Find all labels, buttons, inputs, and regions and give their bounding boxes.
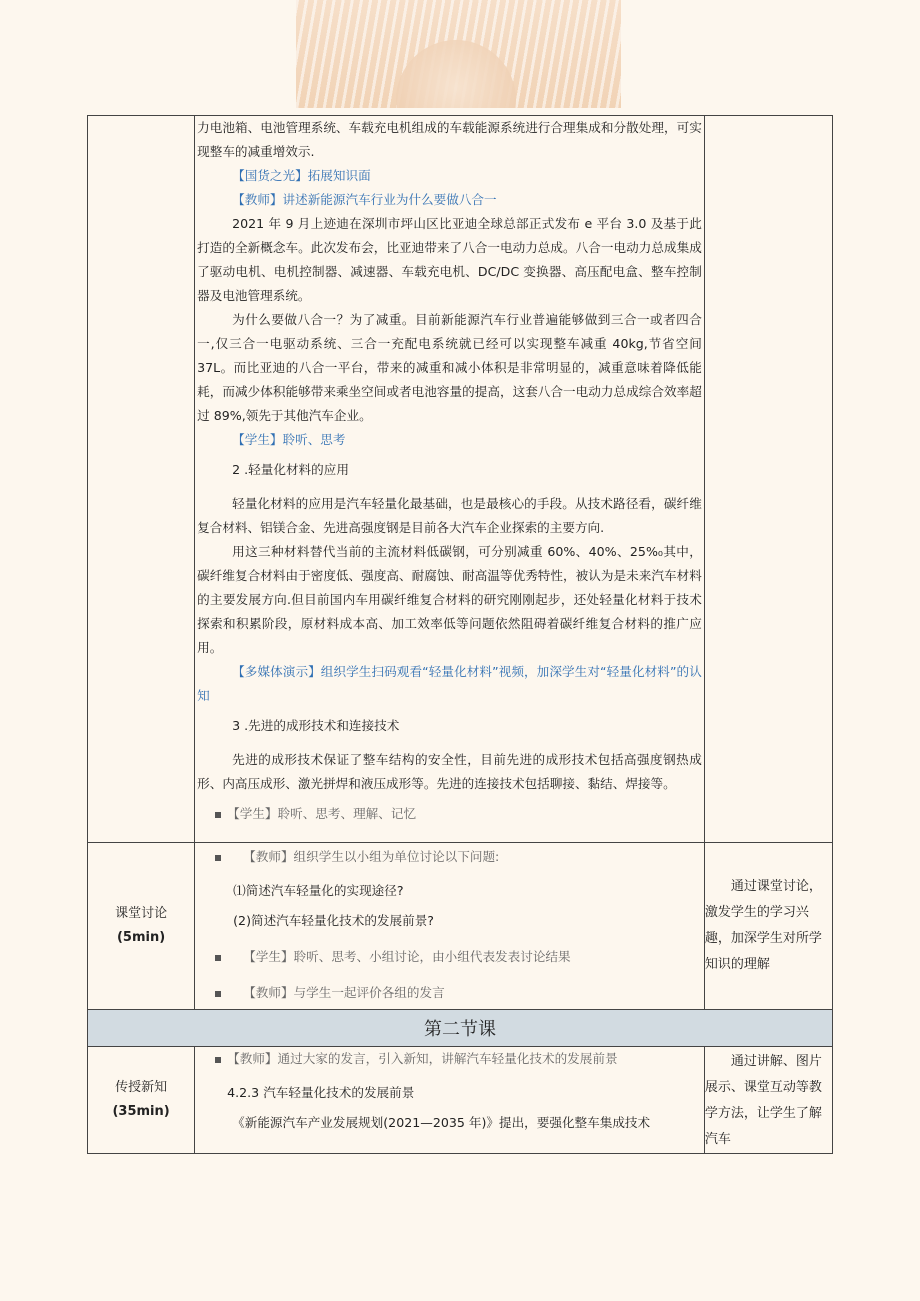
discussion-label: 课堂讨论 [115,906,168,921]
tag-student-2: 【学生】聆听、思考、理解、记忆 [227,806,417,821]
paragraph-materials-1: 轻量化材料的应用是汽车轻量化最基础，也是最核心的手段。从技术路径看，碳纤维复合材料、铝镁合金、先进高强度钢是目前各大汽车企业探索的主要方向. [197,496,702,535]
discussion-question-2: (2)简述汽车轻量化技术的发展前景? [233,913,434,928]
continued-label-cell [88,116,195,843]
discussion-question-1: ⑴简述汽车轻量化的实现途径? [233,883,404,898]
new-knowledge-paragraph: 《新能源汽车产业发展规划(2021—2035 年)》提出，要强化整车集成技术 [232,1115,651,1130]
new-knowledge-note-cell [704,1047,832,1154]
bullet-discussion-student [195,945,704,969]
continued-row [88,116,833,843]
new-knowledge-label-cell [88,1047,195,1154]
paragraph-materials-2: 用这三种材料替代当前的主流材料低碳钢，可分别减重 60%、40%、25%₀其中，碳纤维复合材料由于密度低、强度高、耐腐蚀、耐高温等优秀特性，被认为是未来汽车材料的主要发展方向.但目前国内车用碳纤维复合材料的研究刚刚起步，还处轻量化材料于技术探索和积累阶段，原材料成本高、加工效率低等问题依然阻碍着碳纤维复合材料的推广应用。 [197,544,702,655]
paragraph-byd-2: 为什么要做八合一？为了减重。目前新能源汽车行业普遍能够做到三合一或者四合一,仅三合一电驱动系统、三合一充配电系统就已经可以实现整车减重 40kg,节省空间 37L。而比亚迪的八合一平台，带来的减重和减小体积是非常明显的，减重意味着降低能耗，而减少体积能够带来乘坐空间或者电池容量的提高，这套八合一电动力总成综合效率超过 89%,领先于其他汽车企业。 [197,312,702,423]
new-knowledge-label: 传授新知 [115,1080,168,1095]
heading-materials: 2 .轻量化材料的应用 [232,462,349,477]
section-title-row [88,1010,833,1047]
continued-content-cell [195,116,705,843]
header-decoration [296,0,621,108]
tag-guohuo: 【国货之光】拓展知识面 [232,168,371,183]
tag-media: 【多媒体演示】组织学生扫码观看“轻量化材料”视频，加深学生对“轻量化材料”的认知 [197,664,702,703]
discussion-content-cell [195,843,705,1010]
discussion-student: 【学生】聆听、思考、小组讨论，由小组代表发表讨论结果 [243,949,571,964]
new-knowledge-content-cell [195,1047,705,1154]
new-knowledge-row [88,1047,833,1154]
new-knowledge-note: 通过讲解、图片展示、课堂互动等教学方法，让学生了解汽车 [704,1054,822,1147]
new-knowledge-teacher: 【教师】通过大家的发言，引入新知，讲解汽车轻量化技术的发展前景 [227,1051,618,1066]
lesson-plan-table [87,115,833,1154]
paragraph-forming: 先进的成形技术保证了整车结构的安全性，目前先进的成形技术包括高强度钢热成形、内高压成形、激光拼焊和液压成形等。先进的连接技术包括聊接、黏结、焊接等。 [197,752,702,791]
paragraph-byd-1: 2021 年 9 月上迹迪在深圳市坪山区比亚迪全球总部正式发布 e 平台 3.0 及基于此打造的全新概念车。此次发布会，比亚迪带来了八合一电动力总成。八合一电动力总成集成了驱动电机、电机控制器、减速器、车载充电机、DC/DC 变换器、高压配电盒、整车控制器及电池管理系统。 [197,216,702,303]
bullet-square-icon [215,955,221,961]
discussion-label-cell [88,843,195,1010]
discussion-note: 通过课堂讨论，激发学生的学习兴趣，加深学生对所学知识的理解 [704,879,822,972]
discussion-duration: (5min) [116,930,166,945]
paragraph-intro: 力电池箱、电池管理系统、车载充电机组成的车载能源系统进行合理集成和分散处理，可实现整车的减重增效示. [197,120,702,159]
tag-student-1: 【学生】聆听、思考 [232,432,346,447]
section-title: 第二节课 [88,1010,833,1047]
heading-forming: 3 .先进的成形技术和连接技术 [232,718,400,733]
tag-teacher-1: 【教师】讲述新能源汽车行业为什么要做八合一 [232,192,497,207]
discussion-note-cell [704,843,832,1010]
discussion-teacher-1: 【教师】组织学生以小组为单位讨论以下问题: [243,849,500,864]
discussion-row [88,843,833,1010]
header-sun-shape [396,40,516,108]
continued-note-cell [704,116,832,843]
bullet-new-teacher [195,1047,704,1071]
bullet-square-icon [215,1057,221,1063]
discussion-teacher-2: 【教师】与学生一起评价各组的发言 [243,985,445,1000]
new-knowledge-duration: (35min) [112,1104,170,1119]
bullet-square-icon [215,812,221,818]
new-knowledge-heading: 4.2.3 汽车轻量化技术的发展前景 [227,1085,415,1100]
bullet-discussion-teacher-2 [195,981,704,1005]
bullet-discussion-teacher-1 [195,843,704,869]
bullet-student-2 [195,802,704,826]
bullet-square-icon [215,855,221,861]
bullet-square-icon [215,991,221,997]
